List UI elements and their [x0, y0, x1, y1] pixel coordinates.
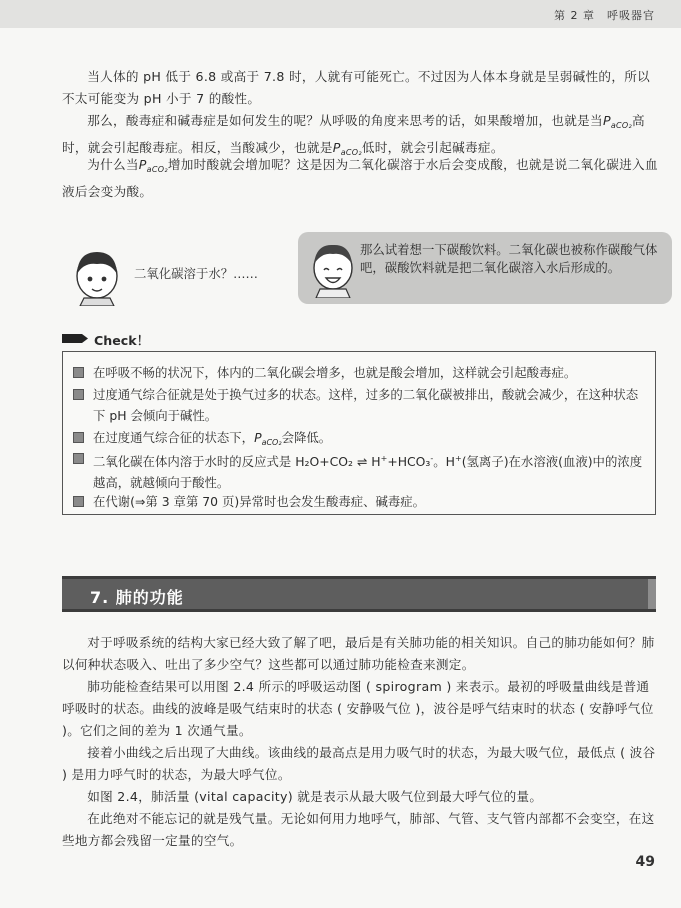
check-item: 在过度通气综合征的状态下，$P_{aCO_2}$会降低。	[73, 427, 643, 453]
square-bullet-icon	[73, 432, 84, 443]
boy-character-illustration	[306, 238, 360, 298]
paragraph-spirogram: 肺功能检查结果可以用图 2.4 所示的呼吸运动图 ( spirogram ) 来表示。最初的呼吸量曲线是普通呼吸时的状态。曲线的波峰是吸气结束时的状态 ( 安静吸气位 )，波谷是呼气结束时的状态 ( 安静呼气位 )。它们之间的差为 1 次通气量。	[62, 679, 654, 738]
paragraph-vital-capacity: 如图 2.4，肺活量 (vital capacity) 就是表示从最大吸气位到最大呼气位的量。	[87, 789, 543, 804]
dialog-question: 二氧化碳溶于水？……	[134, 266, 258, 281]
chapter-header	[0, 0, 681, 28]
square-bullet-icon	[73, 453, 84, 464]
paragraph-why-acid	[62, 154, 660, 203]
paco2-symbol: $P_{aCO_2}$	[602, 113, 633, 130]
section-title: 7. 肺的功能	[90, 588, 184, 607]
paragraph-ph: 当人体的 pH 低于 6.8 或高于 7.8 时，人就有可能死亡。不过因为人体本身就是呈弱碱性的，所以不太可能变为 pH 小于 7 的酸性。	[62, 69, 650, 106]
check-label: Check！	[94, 333, 150, 348]
check-arrow-icon	[62, 334, 88, 343]
paragraph-text: 高时，就会引起酸毒症。相反，当酸减少，也就是	[62, 113, 645, 155]
dialog-answer: 那么试着想一下碳酸饮料。二氧化碳也被称作碳酸气体吧，碳酸饮料就是把二氧化碳溶入水后形成的。	[360, 242, 658, 275]
check-item: 在代谢(⇒第 3 章第 70 页)异常时也会发生酸毒症、碱毒症。	[73, 491, 643, 512]
check-item: 在呼吸不畅的状况下，体内的二氧化碳会增多，也就是酸会增加，这样就会引起酸毒症。	[73, 362, 643, 383]
paragraph-text: 增加时酸就会增加呢？这是因为二氧化碳溶于水后会变成酸，也就是说二氧化碳进入血液后会变为酸。	[62, 157, 658, 199]
paragraph-max-curve: 接着小曲线之后出现了大曲线。该曲线的最高点是用力吸气时的状态，为最大吸气位，最低点 ( 波谷 ) 是用力呼气时的状态，为最大呼气位。	[62, 745, 656, 782]
check-box	[62, 351, 656, 515]
girl-character-illustration	[70, 246, 124, 306]
paco2-symbol: $P_{aCO_2}$	[138, 157, 168, 174]
paragraph-text: 那么，酸毒症和碱毒症是如何发生的呢？从呼吸的角度来思考的话，如果酸增加，也就是当	[87, 113, 603, 128]
section-bar-stripe	[648, 579, 656, 609]
reference-arrow-icon: ⇒	[135, 494, 146, 509]
check-item: 过度通气综合征就是处于换气过多的状态。这样，过多的二氧化碳被排出，酸就会减少，在这种状态下 pH 会倾向于碱性。	[73, 384, 643, 426]
square-bullet-icon	[73, 367, 84, 378]
paragraph-lung-intro: 对于呼吸系统的结构大家已经大致了解了吧，最后是有关肺功能的相关知识。自己的肺功能如何？肺以何种状态吸入、吐出了多少空气？这些都可以通过肺功能检查来测定。	[62, 635, 655, 672]
square-bullet-icon	[73, 496, 84, 507]
paragraph-text: 为什么当	[87, 157, 139, 172]
paragraph-residual-volume: 在此绝对不能忘记的就是残气量。无论如何用力地呼气，肺部、气管、支气管内部都不会变空，在这些地方都会残留一定量的空气。	[62, 811, 655, 848]
section-heading-bar	[62, 576, 656, 612]
paco2-symbol: $P_{aCO_2}$	[332, 140, 362, 157]
equilibrium-arrow-icon: ⇌	[356, 454, 368, 469]
square-bullet-icon	[73, 389, 84, 400]
paragraph-text: 低时，就会引起碱毒症。	[361, 140, 504, 155]
page-number: 49	[635, 854, 655, 870]
check-item: 二氧化碳在体内溶于水时的反应式是 H₂O+CO₂ ⇌ H++HCO₃-。H+(氢离子)在水溶液(血液)中的浓度越高，就越倾向于酸性。	[73, 448, 643, 493]
chapter-title: 第 2 章 呼吸器官	[554, 9, 655, 22]
